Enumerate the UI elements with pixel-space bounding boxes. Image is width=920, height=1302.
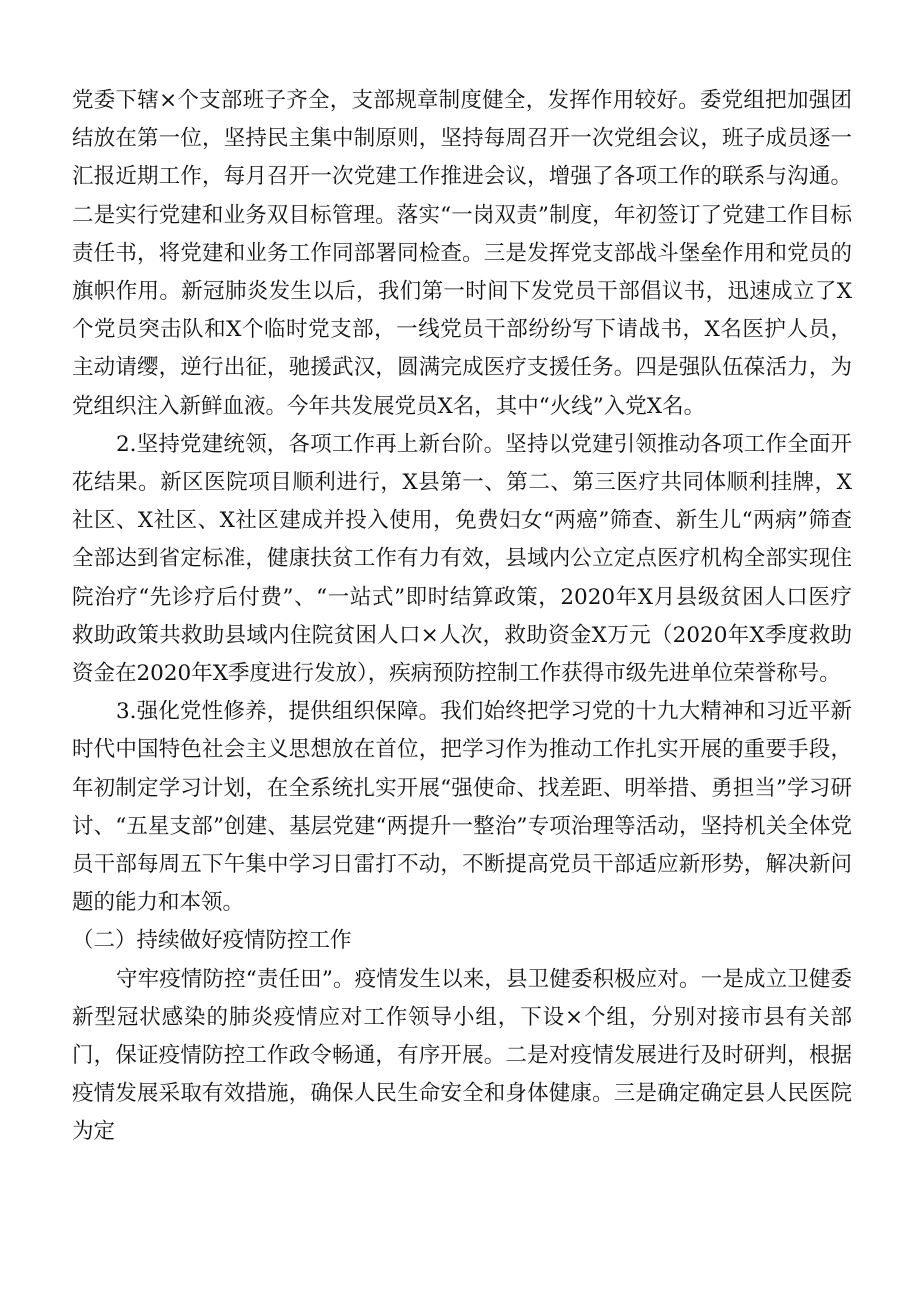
section-heading-epidemic-control: （二）持续做好疫情防控工作 — [72, 928, 352, 954]
paragraph-party-cultivation: 3.强化党性修养，提供组织保障。我们始终把学习党的十九大精神和习近平新时代中国特色社会主义思想放在首位，把学习作为推动工作扎实开展的重要手段，年初制定学习计划，在全系统扎实开展“强使命、找差距、明举措、勇担当”学习研讨、“五星支部”创建、基层党建“两提升一整治”专项治理等活动，坚持机关全体党员干部每周五下午集中学习日雷打不动，不断提高党员干部适应新形势，解决新问题的能力和本领。 — [72, 699, 852, 916]
paragraph-epidemic-response: 守牢疫情防控“责任田”。疫情发生以来，县卫健委积极应对。一是成立卫健委新型冠状感染的肺炎疫情应对工作领导小组，下设×个组，分别对接市县有关部门，保证疫情防控工作政令畅通，有序开展。二是对疫情发展进行及时研判，根据疫情发展采取有效措施，确保人民生命安全和身体健康。三是确定确定县人民医院为定 — [72, 966, 852, 1145]
document-body — [72, 82, 852, 1152]
paragraph-party-leadership: 2.坚持党建统领，各项工作再上新台阶。坚持以党建引领推动各项工作全面开花结果。新区医院项目顺利进行，X县第一、第二、第三医疗共同体顺利挂牌，X社区、X社区、X社区建成并投入使用，免费妇女“两癌”筛查、新生儿“两病”筛查全部达到省定标准，健康扶贫工作有力有效，县域内公立定点医疗机构全部实现住院治疗“先诊疗后付费”、“一站式”即时结算政策，2020年X月县级贫困人口医疗救助政策共救助县域内住院贫困人口×人次，救助资金X万元（2020年X季度救助资金在2020年X季度进行发放），疾病预防控制工作获得市级先进单位荣誉称号。 — [72, 431, 852, 687]
paragraph-party-organization: 党委下辖×个支部班子齐全，支部规章制度健全，发挥作用较好。委党组把加强团结放在第一位，坚持民主集中制原则，坚持每周召开一次党组会议，班子成员逐一汇报近期工作，每月召开一次党建工作推进会议，增强了各项工作的联系与沟通。二是实行党建和业务双目标管理。落实“一岗双责”制度，年初签订了党建工作目标责任书，将党建和业务工作同部署同检查。三是发挥党支部战斗堡垒作用和党员的旗帜作用。新冠肺炎发生以后，我们第一时间下发党员干部倡议书，迅速成立了X个党员突击队和X个临时党支部，一线党员干部纷纷写下请战书，X名医护人员，主动请缨，逆行出征，驰援武汉，圆满完成医疗支援任务。四是强队伍葆活力，为党组织注入新鲜血液。今年共发展党员X名，其中“火线”入党X名。 — [72, 88, 852, 419]
